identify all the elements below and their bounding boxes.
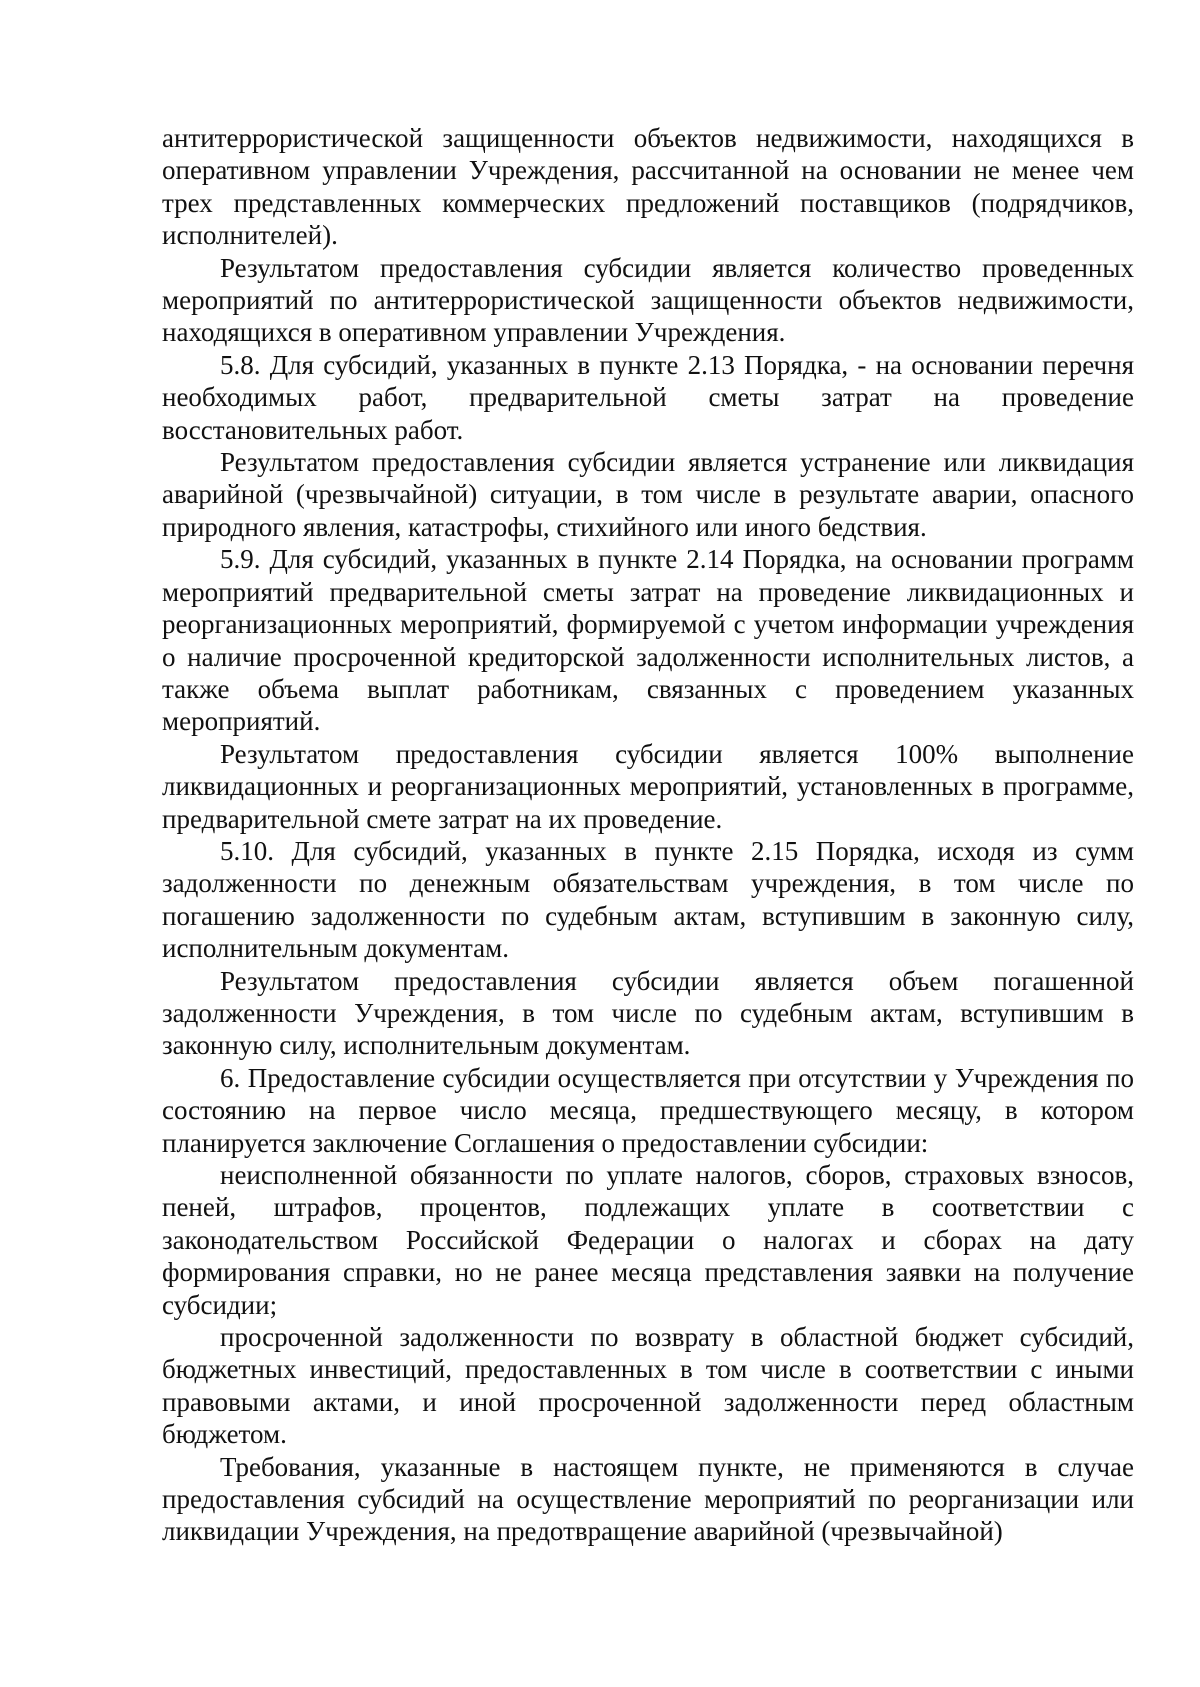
paragraph-4: Результатом предоставления субсидии является устранение или ликвидация аварийной (чрезвычайной) ситуации, в том числе в результате аварии, опасного природного явления, катастрофы, стихийного или иного бедствия.	[162, 447, 1134, 542]
paragraph-7: 5.10. Для субсидий, указанных в пункте 2.15 Порядка, исходя из сумм задолженности по денежным обязательствам учреждения, в том числе по погашению задолженности по судебным актам, вступившим в законную силу, исполнительным документам.	[162, 835, 1134, 964]
paragraph-10: неисполненной обязанности по уплате налогов, сборов, страховых взносов, пеней, штрафов, процентов, подлежащих уплате в соответствии с законодательством Российской Федерации о налогах и сборах на дату формирования справки, но не ранее месяца представления заявки на получение субсидии;	[162, 1160, 1134, 1320]
paragraph-3: 5.8. Для субсидий, указанных в пункте 2.13 Порядка, - на основании перечня необходимых работ, предварительной сметы затрат на проведение восстановительных работ.	[162, 349, 1134, 445]
paragraph-9: 6. Предоставление субсидии осуществляется при отсутствии у Учреждения по состоянию на первое число месяца, предшествующего месяцу, в котором планируется заключение Соглашения о предоставлении субсидии:	[162, 1062, 1134, 1158]
paragraph-8: Результатом предоставления субсидии является объем погашенной задолженности Учреждения, в том числе по судебным актам, вступившим в законную силу, исполнительным документам.	[162, 965, 1134, 1061]
paragraph-6: Результатом предоставления субсидии является 100% выполнение ликвидационных и реорганизационных мероприятий, установленных в программе, предварительной смете затрат на их проведение.	[162, 738, 1134, 834]
document-page	[162, 122, 1134, 1548]
paragraph-2: Результатом предоставления субсидии является количество проведенных мероприятий по антитеррористической защищенности объектов недвижимости, находящихся в оперативном управлении Учреждения.	[162, 252, 1134, 348]
paragraph-11: просроченной задолженности по возврату в областной бюджет субсидий, бюджетных инвестиций, предоставленных в том числе в соответствии с иными правовыми актами, и иной просроченной задолженности перед областным бюджетом.	[162, 1322, 1134, 1450]
paragraph-5: 5.9. Для субсидий, указанных в пункте 2.14 Порядка, на основании программ мероприятий предварительной сметы затрат на проведение ликвидационных и реорганизационных мероприятий, формируемой с учетом информации учреждения о наличие просроченной кредиторской задолженности исполнительных листов, а также объема выплат работникам, связанных с проведением указанных мероприятий.	[162, 544, 1134, 737]
paragraph-12: Требования, указанные в настоящем пункте, не применяются в случае предоставления субсидий на осуществление мероприятий по реорганизации или ликвидации Учреждения, на предотвращение аварийной (чрезвычайной)	[162, 1451, 1134, 1547]
paragraph-1: антитеррористической защищенности объектов недвижимости, находящихся в оперативном управлении Учреждения, рассчитанной на основании не менее чем трех представленных коммерческих предложений поставщиков (подрядчиков, исполнителей).	[162, 123, 1134, 251]
